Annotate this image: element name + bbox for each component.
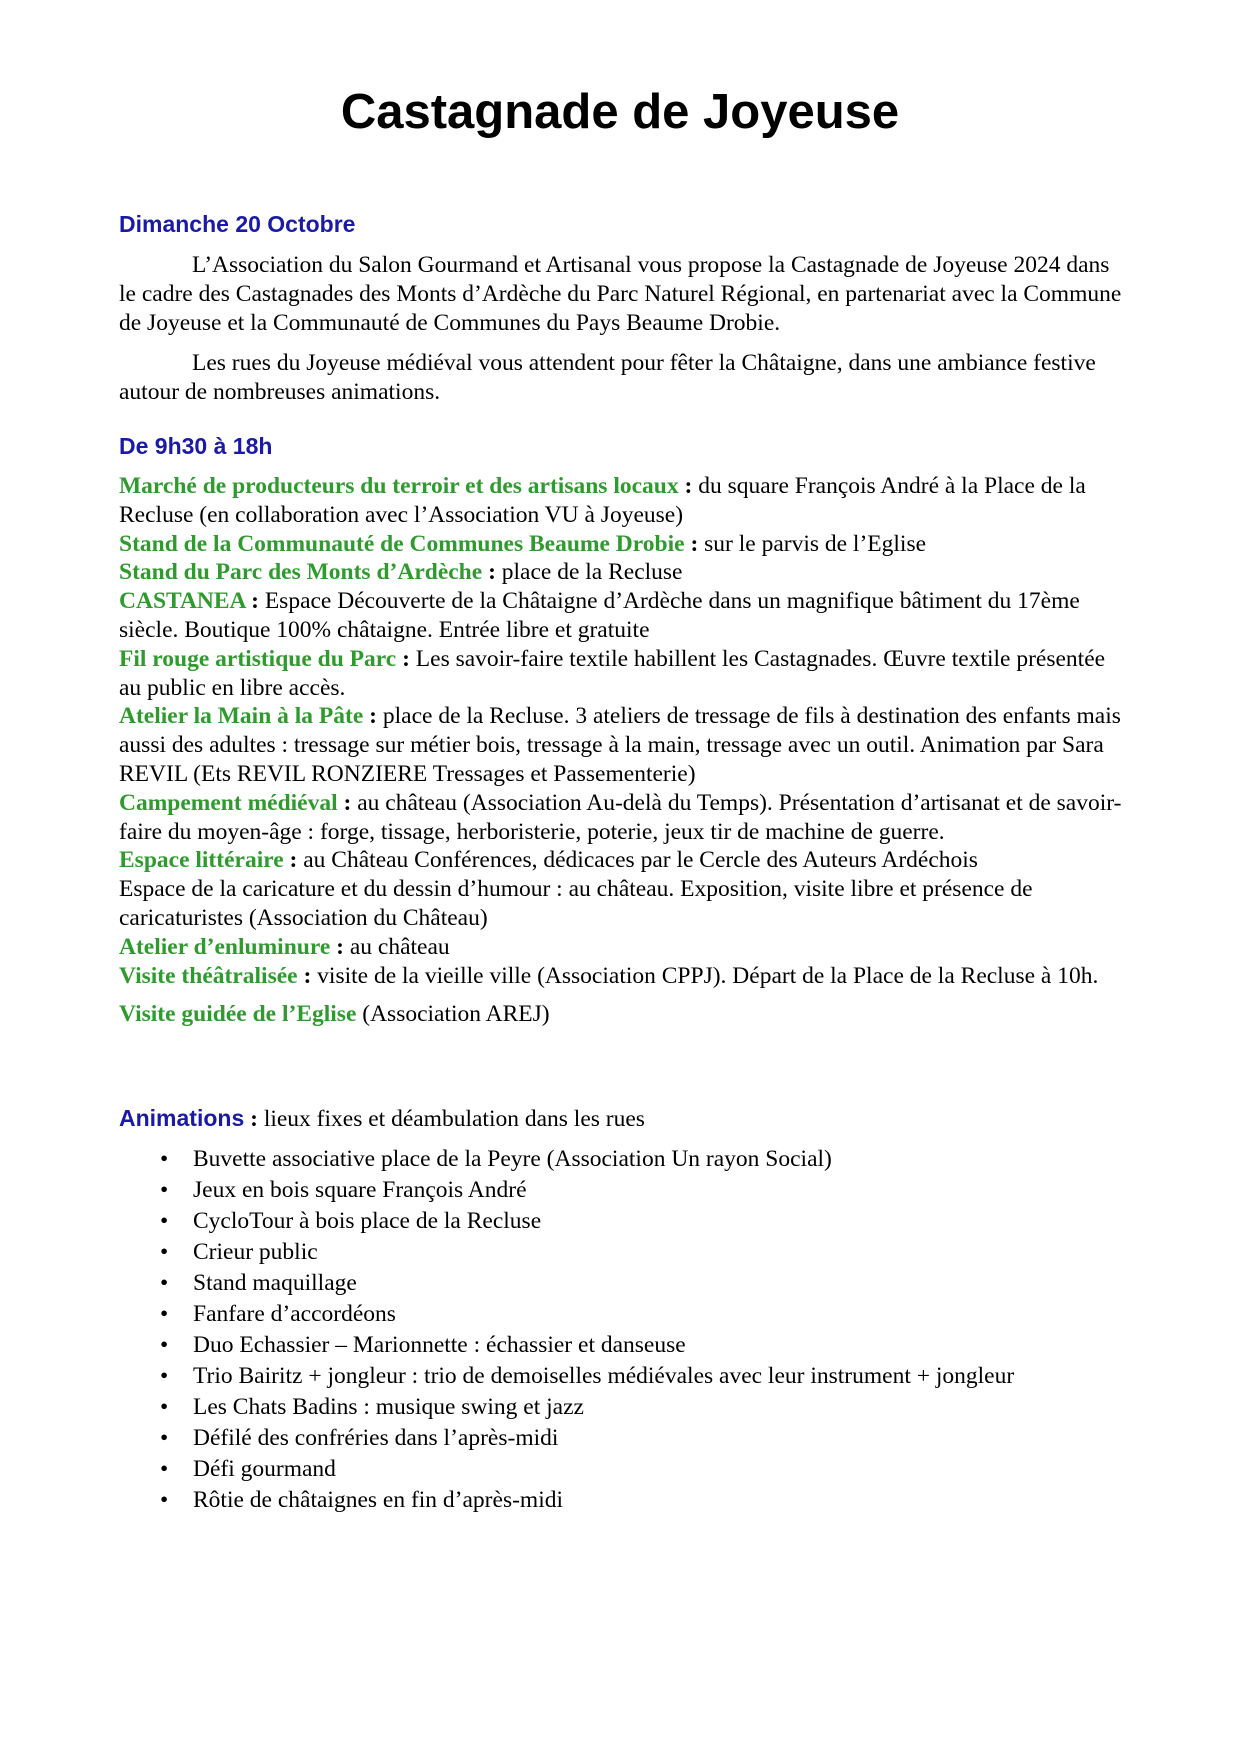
page-title: Castagnade de Joyeuse: [340, 85, 900, 139]
list-item: [160, 1299, 1014, 1330]
bullet-icon: •: [160, 1425, 169, 1451]
animations-separator: :: [244, 1106, 264, 1132]
activity-text: (Association AREJ): [362, 1001, 550, 1028]
activity-item: [119, 846, 1129, 875]
activity-label: Stand du Parc des Monts d’Ardèche: [119, 559, 483, 586]
activity-separator: :: [330, 933, 350, 960]
activity-separator: :: [297, 962, 318, 989]
activity-text: sur le parvis de l’Eglise: [704, 530, 927, 557]
bullet-icon: •: [160, 1332, 169, 1358]
list-item-text: CycloTour à bois place de la Recluse: [193, 1208, 542, 1234]
list-item: [160, 1330, 1014, 1361]
list-item: [160, 1144, 1014, 1175]
activity-item: [119, 1000, 1129, 1029]
list-item: [160, 1454, 1014, 1485]
list-item: [160, 1206, 1014, 1237]
list-item-text: Duo Echassier – Marionnette : échassier et danseuse: [193, 1332, 686, 1358]
activity-separator: :: [482, 559, 502, 586]
intro-paragraph-2: Les rues du Joyeuse médiéval vous attendent pour fêter la Châtaigne, dans une ambiance festive autour de nombreuses animations.: [119, 350, 1096, 405]
list-item: [160, 1237, 1014, 1268]
list-item-text: Jeux en bois square François André: [193, 1177, 527, 1203]
activity-separator: :: [363, 703, 383, 730]
activity-item: [119, 702, 1129, 788]
activity-text: place de la Recluse: [501, 559, 683, 586]
activity-separator: :: [684, 530, 705, 557]
date-heading: Dimanche 20 Octobre: [119, 211, 356, 237]
list-item: [160, 1268, 1014, 1299]
activities-list: [119, 472, 1129, 1029]
activity-separator: :: [245, 588, 265, 615]
activity-text: Les savoir-faire textile habillent les Castagnades. Œuvre textile présentée au public en libre accès.: [119, 645, 1106, 701]
list-item-text: Les Chats Badins : musique swing et jazz: [193, 1394, 584, 1420]
activity-label: Marché de producteurs du terroir et des artisans locaux: [119, 473, 679, 499]
bullet-icon: •: [160, 1301, 169, 1327]
animations-list: [160, 1144, 1014, 1516]
activity-label: Campement médiéval: [119, 789, 338, 816]
activity-item: [119, 962, 1129, 991]
bullet-icon: •: [160, 1177, 169, 1203]
activity-label: Stand de la Communauté de Communes Beaume Drobie: [119, 530, 685, 557]
list-item: [160, 1392, 1014, 1423]
activity-item: [119, 933, 1129, 962]
list-item-text: Rôtie de châtaignes en fin d’après-midi: [193, 1487, 563, 1513]
bullet-icon: •: [160, 1487, 169, 1513]
activity-text: au Château Conférences, dédicaces par le Cercle des Auteurs Ardéchois: [303, 847, 978, 874]
list-item: [160, 1361, 1014, 1392]
activity-text: du square François André à la Place de la Recluse (en collaboration avec l’Association VU à Joyeuse): [119, 473, 1086, 528]
bullet-icon: •: [160, 1270, 169, 1296]
activity-label: Espace littéraire: [119, 847, 284, 874]
activity-item: [119, 789, 1129, 847]
list-item: [160, 1485, 1014, 1516]
list-item-text: Défilé des confréries dans l’après-midi: [193, 1425, 559, 1451]
activity-label: Fil rouge artistique du Parc: [119, 645, 397, 672]
list-item-text: Défi gourmand: [193, 1456, 336, 1482]
list-item-text: Crieur public: [193, 1239, 318, 1265]
hours-heading: De 9h30 à 18h: [119, 433, 273, 459]
list-item-text: Trio Bairitz + jongleur : trio de demoiselles médiévales avec leur instrument + jongleur: [193, 1363, 1015, 1389]
activity-item: [119, 472, 1129, 530]
animations-intro: [119, 1103, 645, 1134]
activity-text: au château (Association Au-delà du Temps). Présentation d’artisanat et de savoir-faire du moyen-âge : forge, tissage, herboristerie, poterie, jeux tir de machine de guerre.: [119, 789, 1122, 845]
activity-label: Atelier d’enluminure: [119, 933, 331, 960]
activity-text: Espace de la caricature et du dessin d’humour : au château. Exposition, visite libre et présence de caricaturistes (Association du Château): [119, 876, 1033, 931]
activity-separator: :: [283, 847, 304, 874]
list-item: [160, 1423, 1014, 1454]
activity-separator: :: [678, 473, 699, 499]
activity-text: visite de la vieille ville (Association CPPJ). Départ de la Place de la Recluse à 10h.: [317, 962, 1099, 989]
activity-text: Espace Découverte de la Châtaigne d’Ardèche dans un magnifique bâtiment du 17ème siècle. Boutique 100% châtaigne. Entrée libre et gratuite: [119, 588, 1080, 643]
animations-intro-text: lieux fixes et déambulation dans les rues: [263, 1106, 645, 1132]
activity-item: [119, 558, 1129, 587]
bullet-icon: •: [160, 1239, 169, 1265]
activity-label: Visite guidée de l’Eglise: [119, 1001, 357, 1028]
animations-heading: Animations: [119, 1105, 245, 1131]
list-item: [160, 1175, 1014, 1206]
activity-item: [119, 530, 1129, 559]
activity-separator: :: [396, 645, 416, 672]
bullet-icon: •: [160, 1394, 169, 1420]
activity-item: [119, 587, 1129, 645]
activity-item: [119, 645, 1129, 703]
activity-text: place de la Recluse. 3 ateliers de tressage de fils à destination des enfants mais aussi des adultes : tressage sur métier bois, tressage à la main, tressage avec un outil. Animation par Sara REVIL (Ets REVIL RONZIERE Tressages et Passementerie): [119, 703, 1121, 787]
activity-label: Visite théâtralisée: [119, 962, 298, 989]
list-item-text: Stand maquillage: [193, 1270, 357, 1296]
bullet-icon: •: [160, 1363, 169, 1389]
activity-label: Atelier la Main à la Pâte: [119, 703, 364, 730]
list-item-text: Buvette associative place de la Peyre (Association Un rayon Social): [193, 1146, 832, 1172]
activity-text: au château: [349, 933, 450, 960]
bullet-icon: •: [160, 1208, 169, 1234]
activity-separator: :: [337, 789, 358, 816]
intro-paragraph-1: L’Association du Salon Gourmand et Artisanal vous propose la Castagnade de Joyeuse 2024 dans le cadre des Castagnades des Monts d’Ardèche du Parc Naturel Régional, en partenariat avec la Commune de Joyeuse et la Communauté de Communes du Pays Beaume Drobie.: [119, 252, 1122, 336]
bullet-icon: •: [160, 1456, 169, 1482]
activity-item: [119, 875, 1129, 933]
activity-label: CASTANEA: [119, 588, 246, 615]
list-item-text: Fanfare d’accordéons: [193, 1301, 396, 1327]
bullet-icon: •: [160, 1146, 169, 1172]
